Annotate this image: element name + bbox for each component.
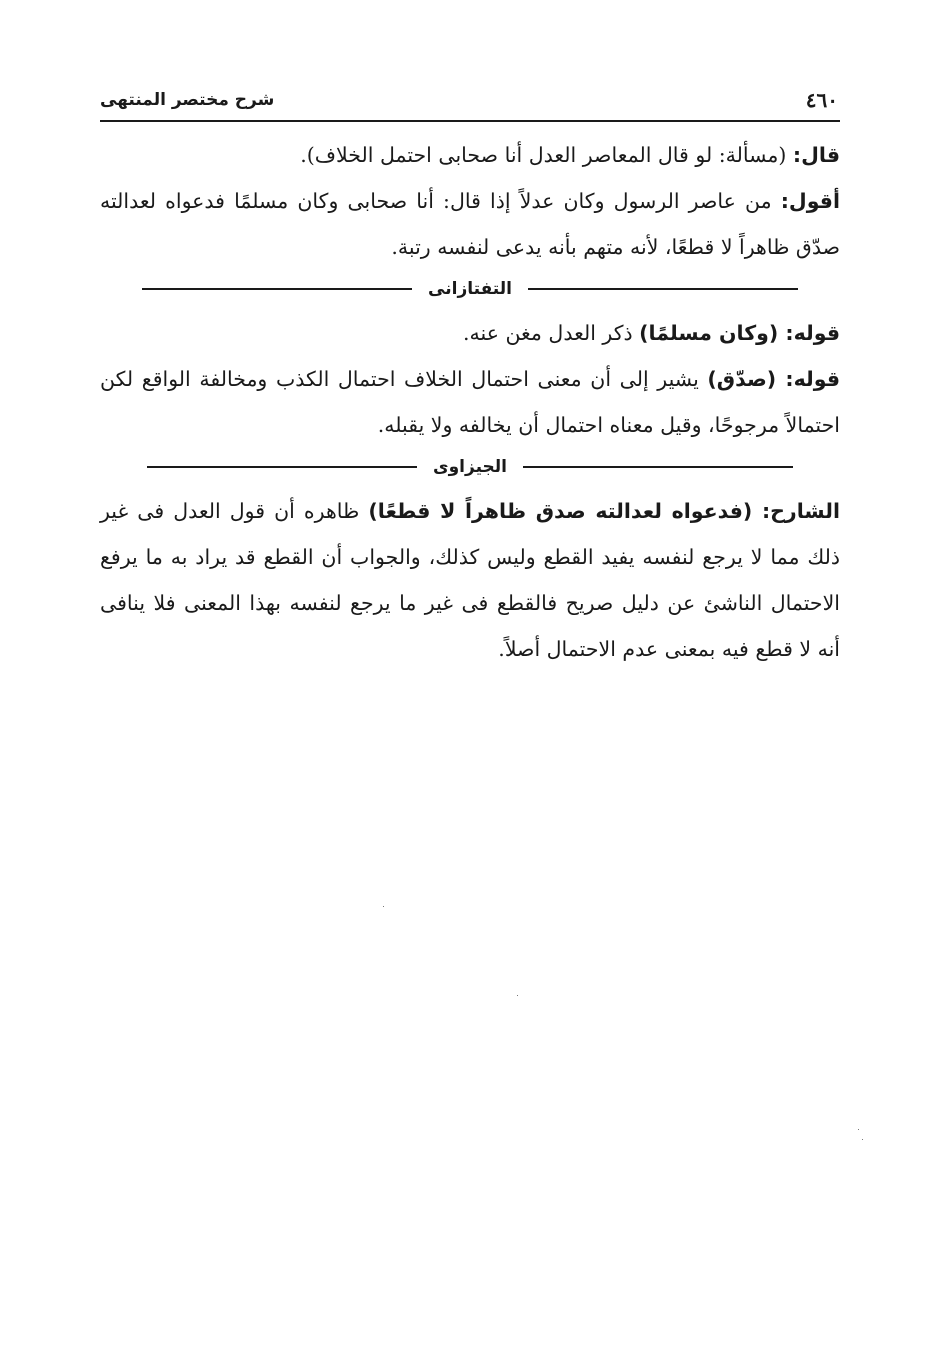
divider-rule [142, 288, 412, 290]
paragraph-text: (مسألة: لو قال المعاصر العدل أنا صحابى احتمل الخلاف). [300, 143, 793, 167]
section-divider-taftazani [100, 272, 840, 306]
jizawi-section [100, 488, 840, 672]
document-page [100, 80, 840, 672]
sharh-paragraph [100, 178, 840, 270]
commentator-heading: الجيزاوى [433, 457, 507, 477]
scan-speck [858, 1129, 859, 1130]
section-divider-jizawi [100, 450, 840, 484]
paragraph-text: ظاهره أن قول العدل فى غير ذلك مما لا يرجع لنفسه يفيد القطع وليس كذلك، والجواب أن القطع قد يراد به ما يرفع الاحتمال الناشئ عن دليل صريح فالقطع فى غير ما يرجع لنفسه بهذا المعنى فلا ينافى أنه لا قطع فيه بمعنى عدم الاحتمال أصلاً. [100, 499, 840, 661]
scan-speck [517, 995, 518, 996]
paragraph-lead: أقول: [780, 189, 840, 213]
paragraph-text: يشير إلى أن معنى احتمال الخلاف احتمال الكذب ومخالفة الواقع لكن احتمالاً مرجوحًا، وقيل معناه احتمال أن يخالفه ولا يقبله. [100, 367, 840, 437]
paragraph-lead: قوله: (وكان مسلمًا) [639, 321, 840, 345]
divider-rule [147, 466, 417, 468]
commentator-heading: التفتازانى [428, 279, 512, 299]
taftazani-section [100, 310, 840, 448]
page-number: ٤٦٠ [805, 88, 838, 112]
page-header [100, 80, 840, 122]
gloss-paragraph [100, 356, 840, 448]
divider-rule [528, 288, 798, 290]
paragraph-lead: قال: [792, 143, 840, 167]
paragraph-lead: قوله: (صدّق) [707, 367, 840, 391]
gloss-paragraph [100, 310, 840, 356]
main-text-section [100, 132, 840, 270]
gloss-paragraph [100, 488, 840, 672]
running-book-title: شرح مختصر المنتهى [100, 90, 275, 110]
paragraph-lead: الشارح: (فدعواه لعدالته صدق ظاهراً لا قطعًا) [368, 499, 840, 523]
paragraph-text: ذكر العدل مغن عنه. [463, 321, 640, 345]
paragraph-text: من عاصر الرسول وكان عدلاً إذا قال: أنا صحابى وكان مسلمًا فدعواه لعدالته صدّق ظاهراً لا قطعًا، لأنه متهم بأنه يدعى لنفسه رتبة. [100, 189, 840, 259]
divider-rule [523, 466, 793, 468]
matn-paragraph [100, 132, 840, 178]
scan-speck [383, 906, 384, 907]
scan-speck [862, 1139, 863, 1140]
